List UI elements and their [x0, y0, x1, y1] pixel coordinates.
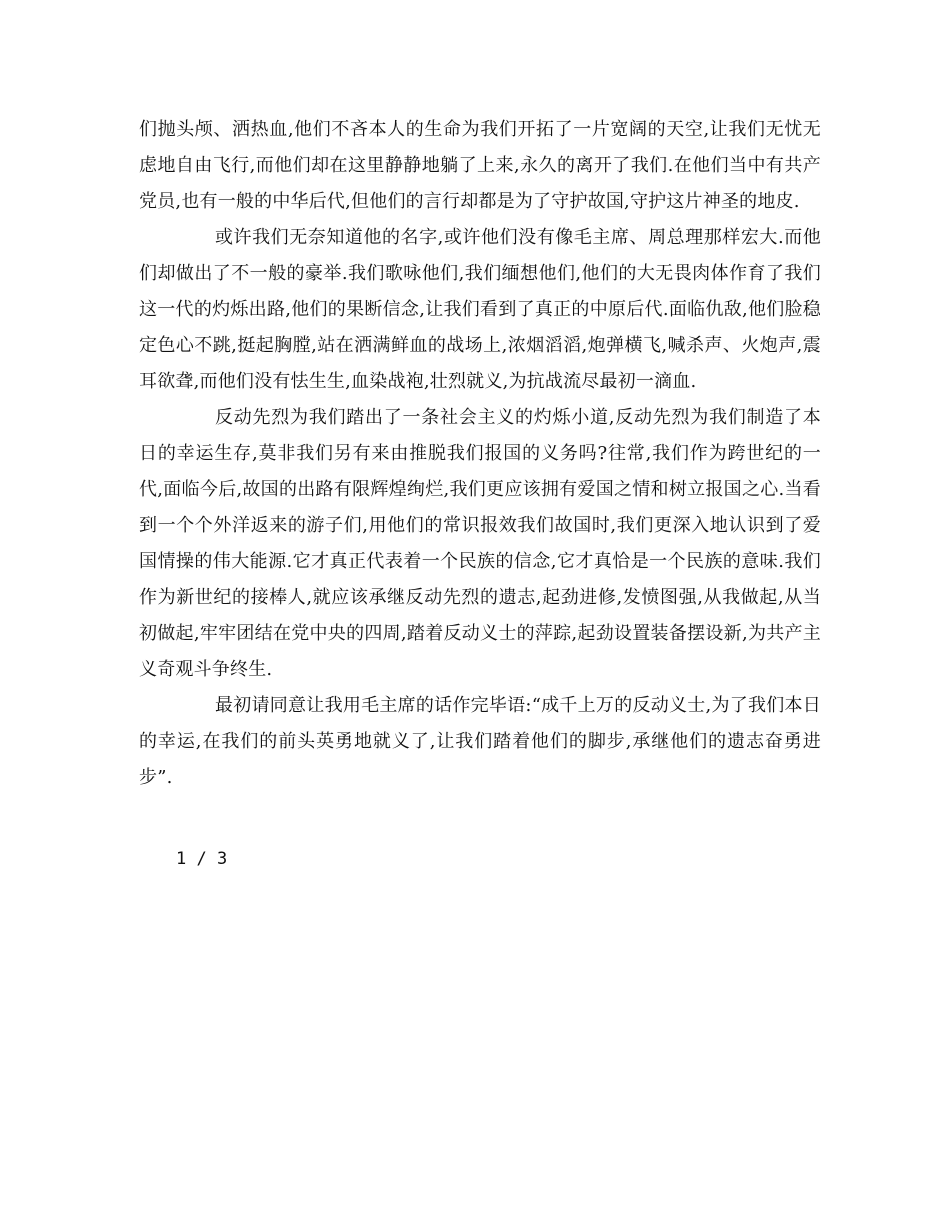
paragraph-1: 们抛头颅、洒热血,他们不吝本人的生命为我们开拓了一片宽阔的天空,让我们无忧无虑地自由飞行,而他们却在这里静静地躺了上来,永久的离开了我们.在他们当中有共产党员,也有一般的中华后代,但他们的言行却都是为了守护故国,守护这片神圣的地皮.: [139, 119, 821, 212]
paragraph-3: 反动先烈为我们踏出了一条社会主义的灼烁小道,反动先烈为我们制造了本日的幸运生存,莫非我们另有来由推脱我们报国的义务吗?往常,我们作为跨世纪的一代,面临今后,故国的出路有限辉煌绚烂,我们更应该拥有爱国之情和树立报国之心.当看到一个个外洋返来的游子们,用他们的常识报效我们故国时,我们更深入地认识到了爱国情操的伟大能源.它才真正代表着一个民族的信念,它才真恰是一个民族的意味.我们作为新世纪的接棒人,就应该承继反动先烈的遗志,起劲进修,发愤图强,从我做起,从当初做起,牢牢团结在党中央的四周,踏着反动义士的萍踪,起劲设置装备摆设新,为共产主义奇观斗争终生.: [139, 407, 821, 680]
page-number: 1 / 3: [176, 849, 228, 869]
paragraph-4: 最初请同意让我用毛主席的话作完毕语:“成千上万的反动义士,为了我们本日的幸运,在我们的前头英勇地就义了,让我们踏着他们的脚步,承继他们的遗志奋勇进步”.: [139, 695, 821, 788]
document-body: [139, 112, 821, 796]
paragraph-2: 或许我们无奈知道他的名字,或许他们没有像毛主席、周总理那样宏大.而他们却做出了不一般的豪举.我们歌咏他们,我们缅想他们,他们的大无畏肉体作育了我们这一代的灼烁出路,他们的果断信念,让我们看到了真正的中原后代.面临仇敌,他们脸稳定色心不跳,挺起胸膛,站在洒满鲜血的战场上,浓烟滔滔,炮弹横飞,喊杀声、火炮声,震耳欲聋,而他们没有怯生生,血染战袍,壮烈就义,为抗战流尽最初一滴血.: [139, 227, 821, 392]
